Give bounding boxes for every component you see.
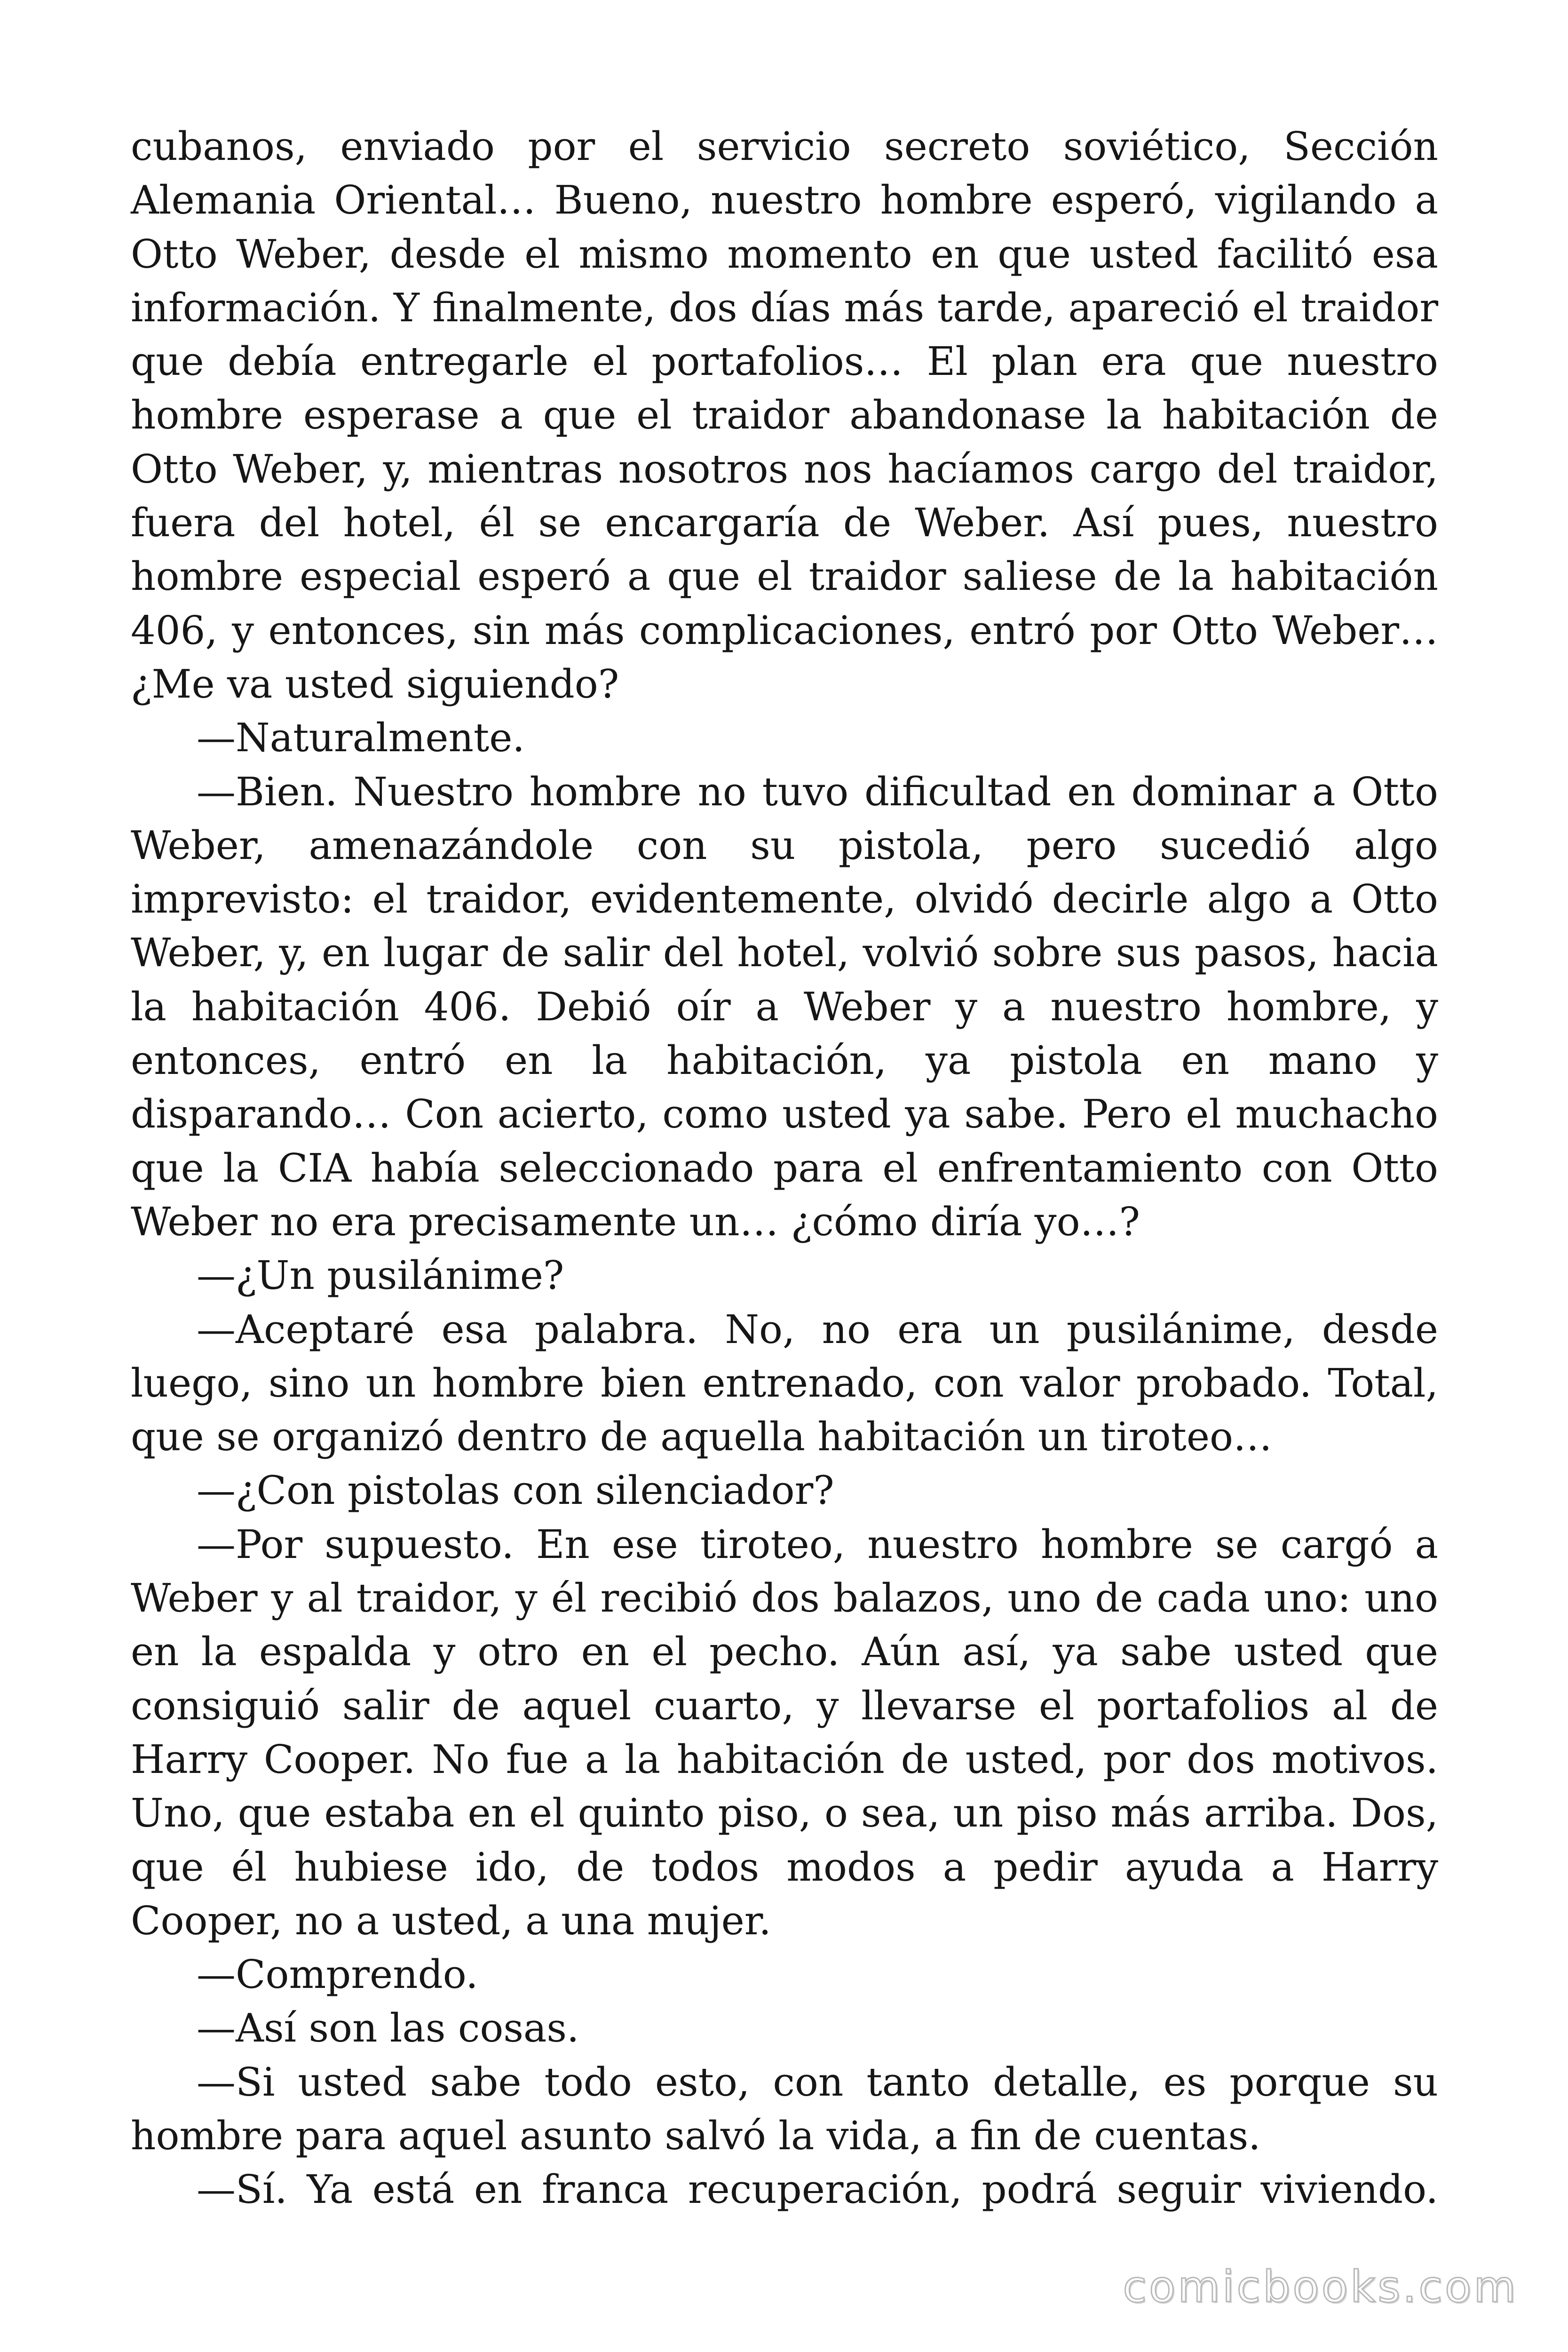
dialogue-line: —Por supuesto. En ese tiroteo, nuestro hombre se cargó a Weber y al traidor, y él recibió dos balazos, uno de cada uno: uno en la espalda y otro en el pecho. Aún así, ya sabe usted que consiguió salir de aquel cuarto, y llevarse el portafolios al de Harry Cooper. No fue a la habitación de usted, por dos motivos. Uno, que estaba en el quinto piso, o sea, un piso más arriba. Dos, que él hubiese ido, de todos modos a pedir ayuda a Harry Cooper, no a usted, a una mujer.: [131, 1521, 1438, 1944]
dialogue-line: —Naturalmente.: [197, 715, 525, 761]
watermark-logo: comicbooks.com: [1123, 2262, 1518, 2312]
dialogue-line: —¿Con pistolas con silenciador?: [197, 1468, 834, 1514]
dialogue-line: —Así son las cosas.: [197, 2005, 579, 2051]
dialogue-line: —Si usted sabe todo esto, con tanto detalle, es porque su hombre para aquel asunto salvó la vida, a fin de cuentas.: [131, 2059, 1438, 2159]
dialogue-line: —¿Un pusilánime?: [197, 1253, 564, 1299]
dialogue-line: —Comprendo.: [197, 1952, 478, 1998]
dialogue-line: —Aceptaré esa palabra. No, no era un pusilánime, desde luego, sino un hombre bien entrenado, con valor probado. Total, que se organizó dentro de aquella habitación un tiroteo…: [131, 1306, 1438, 1460]
book-page-text: [131, 120, 1438, 2217]
dialogue-line: —Sí. Ya está en franca recuperación, podrá seguir viviendo.: [197, 2167, 1438, 2213]
dialogue-line: —Bien. Nuestro hombre no tuvo dificultad en dominar a Otto Weber, amenazándole con su pistola, pero sucedió algo imprevisto: el traidor, evidentemente, olvidó decirle algo a Otto Weber, y, en lugar de salir del hotel, volvió sobre sus pasos, hacia la habitación 406. Debió oír a Weber y a nuestro hombre, y entonces, entró en la habitación, ya pistola en mano y disparando… Con acierto, como usted ya sabe. Pero el muchacho que la CIA había seleccionado para el enfrentamiento con Otto Weber no era precisamente un… ¿cómo diría yo…?: [131, 769, 1438, 1245]
paragraph-continued: cubanos, enviado por el servicio secreto soviético, Sección Alemania Oriental… Bueno, nuestro hombre esperó, vigilando a Otto Weber, desde el mismo momento en que usted facilitó esa información. Y finalmente, dos días más tarde, apareció el traidor que debía entregarle el portafolios… El plan era que nuestro hombre esperase a que el traidor abandonase la habitación de Otto Weber, y, mientras nosotros nos hacíamos cargo del traidor, fuera del hotel, él se encargaría de Weber. Así pues, nuestro hombre especial esperó a que el traidor saliese de la habitación 406, y entonces, sin más complicaciones, entró por Otto Weber… ¿Me va usted siguiendo?: [131, 124, 1438, 707]
